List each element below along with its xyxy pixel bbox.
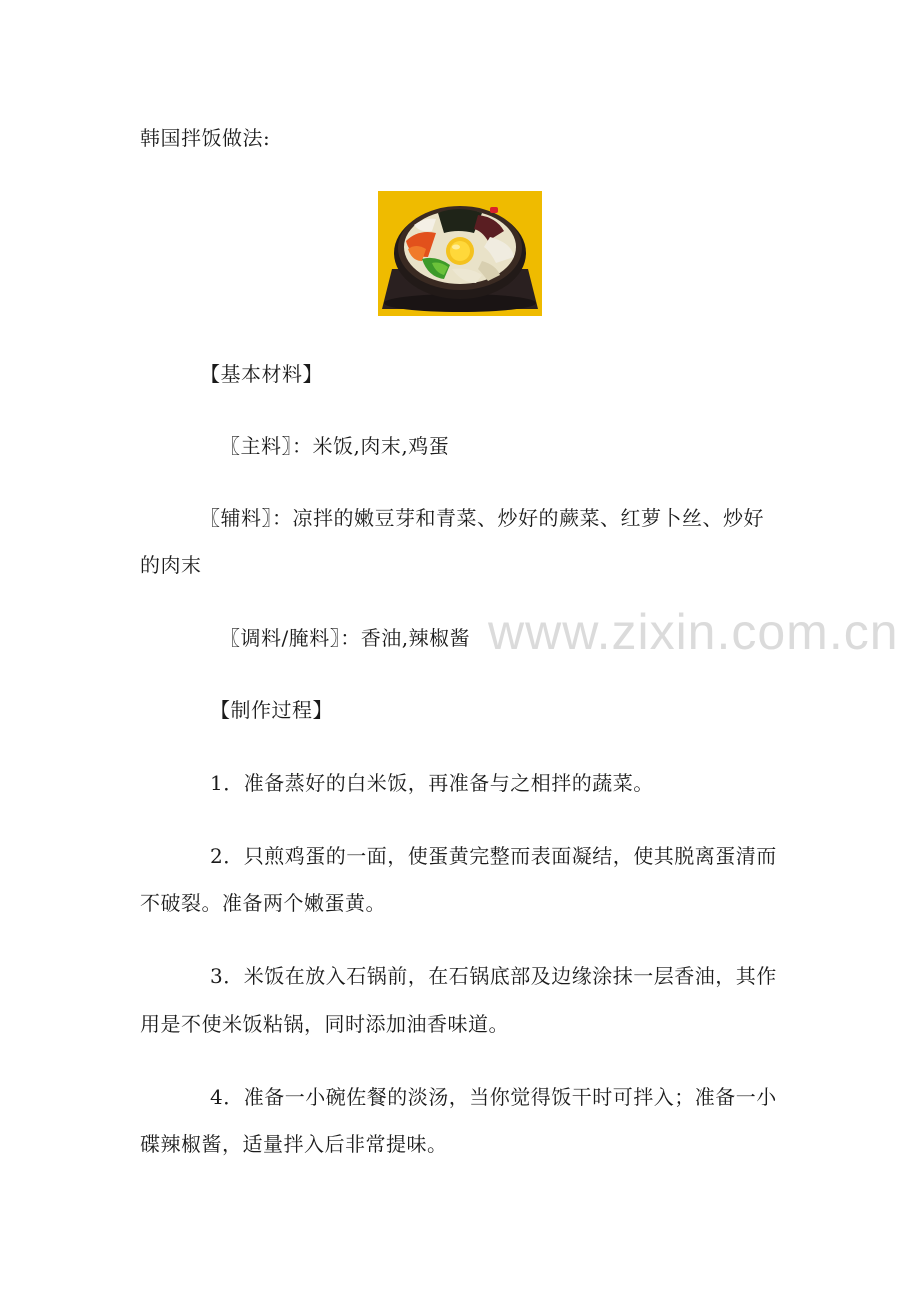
seasoning-ingredients: 〖调料/腌料〗：香油,辣椒酱 — [220, 626, 471, 650]
step-4-line1: 4．准备一小碗佐餐的淡汤，当你觉得饭干时可拌入；准备一小 — [210, 1085, 777, 1109]
main-ingredients: 〖主料〗：米饭,肉末,鸡蛋 — [220, 434, 450, 458]
bibimbap-photo — [378, 191, 542, 316]
process-heading: 【制作过程】 — [210, 698, 333, 722]
auxiliary-ingredients-line2: 的肉末 — [140, 553, 202, 577]
document-title: 韩国拌饭做法: — [140, 126, 271, 150]
step-2-line2: 不破裂。准备两个嫩蛋黄。 — [140, 891, 386, 915]
step-2-line1: 2．只煎鸡蛋的一面，使蛋黄完整而表面凝结，使其脱离蛋清而 — [210, 844, 777, 868]
step-3-line1: 3．米饭在放入石锅前，在石锅底部及边缘涂抹一层香油，其作 — [210, 964, 777, 988]
basic-materials-heading: 【基本材料】 — [200, 362, 323, 386]
auxiliary-ingredients-line1: 〖辅料〗：凉拌的嫩豆芽和青菜、炒好的蕨菜、红萝卜丝、炒好 — [200, 506, 764, 530]
step-3-line2: 用是不使米饭粘锅，同时添加油香味道。 — [140, 1012, 509, 1036]
step-1: 1．准备蒸好的白米饭，再准备与之相拌的蔬菜。 — [210, 771, 654, 795]
step-4-line2: 碟辣椒酱，适量拌入后非常提味。 — [140, 1132, 448, 1156]
watermark-text: www.zixin.com.cn — [488, 604, 899, 660]
